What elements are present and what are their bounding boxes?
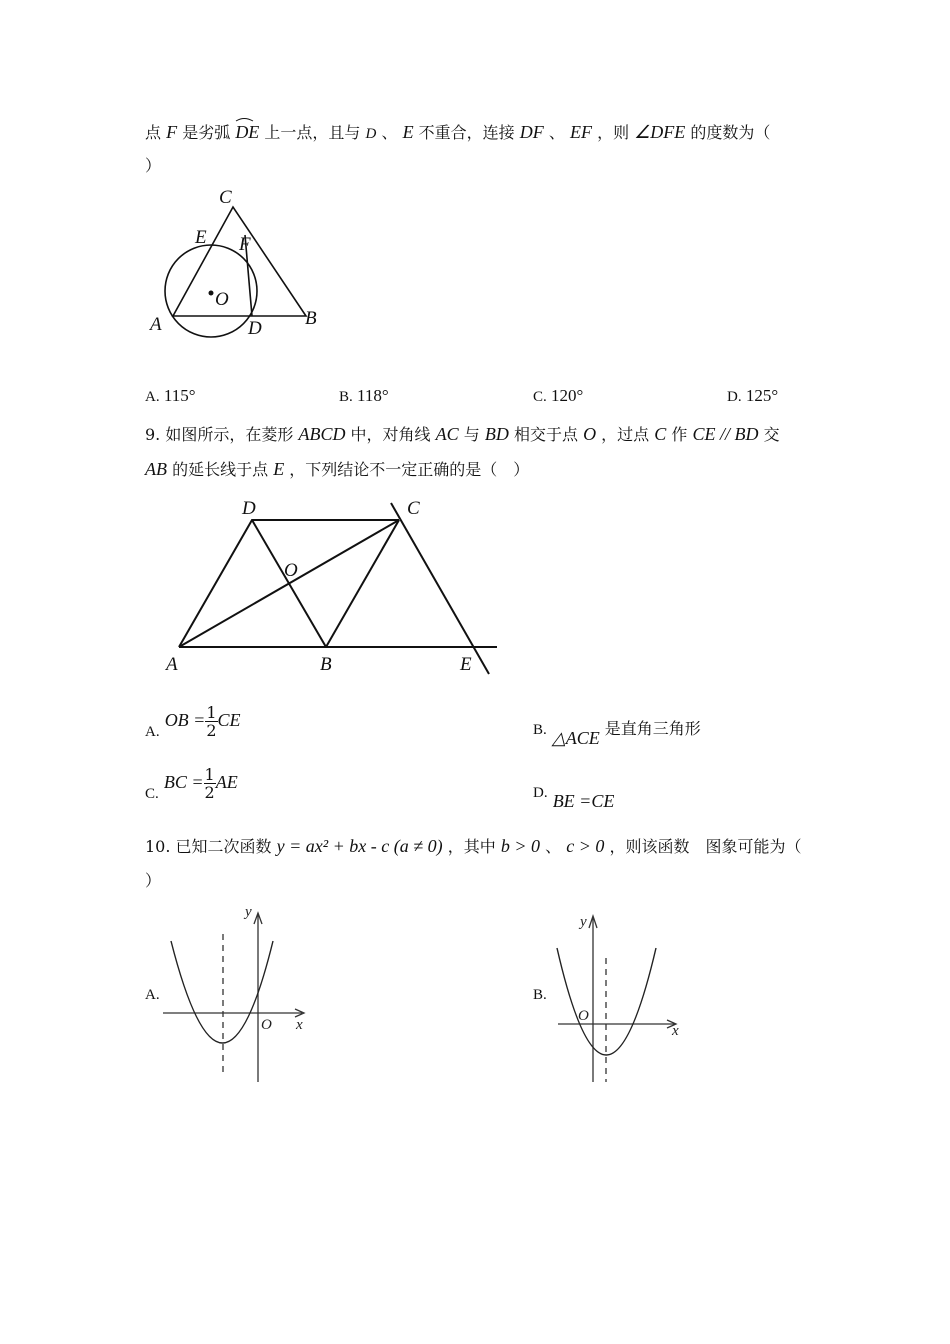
q8-option-letter: A. [145,389,160,405]
q10-option-b[interactable]: B. [533,987,547,1003]
q9-option-d-expr: BE =CE [552,791,615,811]
q8-var-e: E [402,122,414,142]
q9-label-o: O [284,560,298,581]
q8-var-f: F [166,122,178,142]
q9-option-b-text: 是直角三角形 [604,719,701,738]
q8-label-o: O [215,289,229,310]
q8-label-c: C [219,187,232,208]
q9-text: 的延长线于点 [172,460,269,479]
q8-label-a: A [150,314,162,335]
q9-fraction-numerator: 1 [204,765,215,784]
q8-label-b: B [305,308,317,329]
origin-label: O [578,1008,589,1024]
q9-option-c-rhs: AE [215,772,238,792]
q8-label-f: F [239,234,251,255]
q9-option-a-lhs: OB = [164,710,206,730]
q8-text: 的度数为（ [690,123,771,142]
q10-text: ，其中 [447,837,496,856]
q9-text: ，过点 [601,425,650,444]
q9-option-letter: D. [533,785,548,801]
q9-ab: AB [145,459,167,479]
q9-ac: AC [435,424,459,444]
q9-option-a-rhs: CE [217,710,241,730]
q10-text: 10. 已知二次函数 [145,837,272,856]
q9-fraction-denominator: 2 [204,783,215,802]
q9-label-a: A [166,654,178,675]
q10-b-condition: b > 0 [500,836,541,856]
q9-text: 作 [671,425,688,444]
q8-text: 上一点，且与 [264,123,361,142]
q9-option-b-expr: △ACE [551,728,600,748]
q8-option-letter: B. [339,389,353,405]
q10-c-condition: c > 0 [566,836,605,856]
q8-option-value: 118° [357,386,389,405]
q9-text: 与 [463,425,480,444]
q8-var-d: D [365,126,377,142]
origin-label: O [261,1017,272,1033]
q9-text: ，下列结论不一定正确的是（ ） [289,460,530,479]
q10-text: ，则该函数 图象可能为（ [609,837,802,856]
q9-ce-parallel-bd: CE // BD [692,424,759,444]
q9-o: O [583,424,597,444]
x-axis-label: x [296,1017,303,1033]
q8-text: 是劣弧 [182,123,231,142]
q8-option-value: 125° [745,386,779,405]
q9-option-letter: C. [145,786,159,802]
q8-text: 不重合，连接 [418,123,515,142]
q8-stem-line2: ） [145,156,162,175]
q8-seg-df: DF [519,122,544,142]
q9-bd: BD [484,424,509,444]
q8-arc-de: DE [235,122,260,142]
q8-text: ，则 [597,123,630,142]
q9-option-c-lhs: BC = [163,772,204,792]
q8-option-letter: D. [727,389,742,405]
q9-label-b: B [320,654,332,675]
q8-option-value: 115° [163,386,196,405]
q9-text: 相交于点 [513,425,578,444]
q9-e: E [273,459,285,479]
q9-label-e: E [460,654,472,675]
q9-fraction-numerator: 1 [206,703,217,722]
q10-function: y = ax² + bx - c (a ≠ 0) [276,836,443,856]
q9-text: 交 [763,425,780,444]
q8-option-letter: C. [533,389,547,405]
q8-label-d: D [248,318,262,339]
q8-text: 、 [548,123,565,142]
q9-c: C [654,424,667,444]
q8-label-e: E [195,227,207,248]
y-axis-label: y [245,904,252,920]
q9-option-letter: A. [145,724,160,740]
q9-label-c: C [407,498,420,519]
q8-seg-ef: EF [569,122,592,142]
q9-option-letter: B. [533,722,547,738]
q9-label-d: D [242,498,256,519]
q9-rhombus: ABCD [298,424,346,444]
q10-stem-line2: ） [145,871,162,890]
x-axis-label: x [672,1023,679,1039]
q10-option-a[interactable]: A. [145,987,160,1003]
q8-option-value: 120° [551,386,584,405]
q9-text: 9. 如图所示，在菱形 [145,425,294,444]
q10-text: 、 [545,837,562,856]
q8-angle: ∠DFE [634,122,686,142]
q9-text: 中，对角线 [350,425,431,444]
q8-text: 、 [381,123,398,142]
q8-text: 点 [145,123,162,142]
q9-fraction-denominator: 2 [206,721,217,740]
y-axis-label: y [580,914,587,930]
